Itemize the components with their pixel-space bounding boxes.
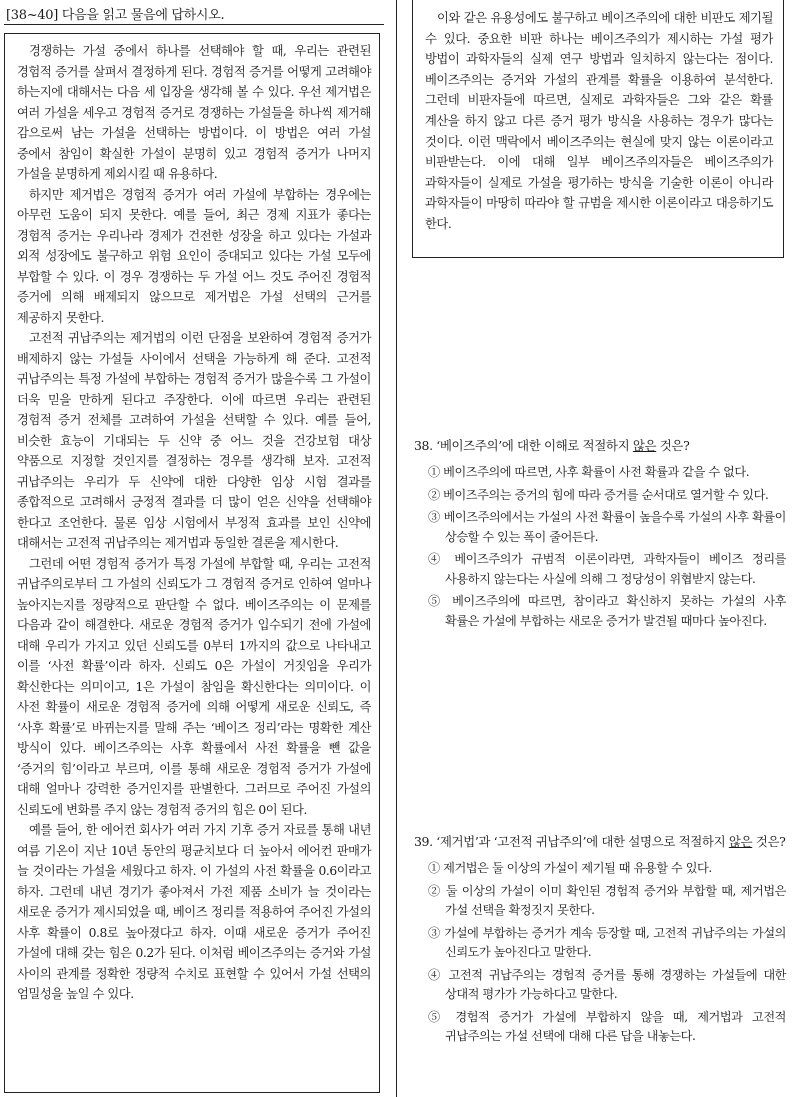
choice-5[interactable]: ⑤ 베이즈주의에 따르면, 참이라고 확신하지 못하는 가설의 사후 확률은 가설에 부합하는 새로운 증거가 발견될 때마다 높아진다. [428,594,786,628]
passage-box-right [412,0,784,258]
header-rule [4,24,384,25]
stem-underlined: 않은 [632,438,657,453]
question-stem [414,832,786,851]
choice-2[interactable]: ② 둘 이상의 가설이 이미 확인된 경험적 증거와 부합할 때, 제거법은 가설 선택을 확정짓지 못한다. [428,883,786,917]
section-header: [38~40] 다음을 읽고 물음에 답하시오. [6,8,225,23]
choice-2[interactable]: ② 베이즈주의는 증거의 힘에 따라 증거를 순서대로 열거할 수 있다. [428,487,769,502]
column-divider [396,0,397,1097]
choice-4[interactable]: ④ 고전적 귀납주의는 경험적 증거를 통해 경쟁하는 가설들에 대한 상대적 평가가 가능하다고 말한다. [428,967,786,1001]
stem-text-end: 것은? [752,834,786,849]
question-38 [414,436,786,634]
passage-paragraph-2: 하지만 제거법은 경험적 증거가 여러 가설에 부합하는 경우에는 아무런 도움이 되지 못한다. 예를 들어, 최근 경제 지표가 좋다는 경험적 증거는 우리나라 경제가 건전한 성장을 하고 있다는 가설과 외적 성장에도 불구하고 위험 요인이 증대되고 있다는 가설 모두에 부합할 수 있다. 이 경우 경쟁하는 두 가설 어느 것도 주어진 경험적 증거에 의해 배제되지 않으므로 제거법은 가설 선택의 근거를 제공하지 못한다. [17,187,371,325]
choice-1[interactable]: ① 베이즈주의에 따르면, 사후 확률이 사전 확률과 같을 수 없다. [428,465,750,479]
passage-paragraph-6: 이와 같은 유용성에도 불구하고 베이즈주의에 대한 비판도 제기될 수 있다. 중요한 비판 하나는 베이즈주의가 제시하는 가설 평가 방법이 과학자들의 실제 연구 방법과 일치하지 않는다는 점이다. 베이즈주의는 증거와 가설의 관계를 확률을 이용하여 분석한다. 그런데 비판자들에 따르면, 실제로 과학자들은 그와 같은 확률 계산을 하지 않고 다른 증거 평가 방식을 사용하는 경우가 많다는 것이다. 이런 맥락에서 베이즈주의는 현실에 맞지 않는 이론이라고 비판받는다. 이에 대해 일부 베이즈주의자들은 베이즈주의가 과학자들이 실제로 가설을 평가하는 방식을 기술한 이론이 아니라 과학자들이 마땅히 따라야 할 규범을 제시한 이론이라고 대응하기도 한다. [425,11,773,231]
choice-1[interactable]: ① 제거법은 둘 이상의 가설이 제기될 때 유용할 수 있다. [428,861,712,875]
choice-3[interactable]: ③ 가설에 부합하는 증거가 계속 등장할 때, 고전적 귀납주의는 가설의 신뢰도가 높아진다고 말한다. [428,925,786,959]
passage-paragraph-5: 예를 들어, 한 에어컨 회사가 여러 가지 기후 증거 자료를 통해 내년 여름 기온이 지난 10년 동안의 평균치보다 더 높아서 에어컨 판매가 늘 것이라는 가설을 세웠다고 하자. 이 가설의 사전 확률을 0.6이라고 하자. 그런데 내년 경기가 좋아져서 가전 제품 소비가 늘 것이라는 새로운 증거가 제시되었을 때, 베이즈 정리를 적용하여 주어진 가설의 사후 확률이 0.8로 높아졌다고 하자. 이때 새로운 증거가 주어진 가설에 대해 갖는 힘은 0.2가 된다. 이처럼 베이즈주의는 증거와 가설 사이의 관계를 정확한 정량적 수치로 표현할 수 있어서 가설 선택의 엄밀성을 높일 수 있다. [17,823,371,1001]
passage-paragraph-1: 경쟁하는 가설 중에서 하나를 선택해야 할 때, 우리는 관련된 경험적 증거를 살펴서 결정하게 된다. 경험적 증거를 어떻게 고려해야 하는지에 대해서는 다음 세 입장을 생각해 볼 수 있다. 우선 제거법은 여러 가설을 세우고 경험적 증거로 경쟁하는 가설들을 하나씩 제거해 감으로써 남는 가설을 선택하는 방법이다. 이 방법은 여러 가설 중에서 참임이 확실한 가설이 분명히 있고 경험적 증거가 나머지 가설을 분명하게 제외시킬 때 유용하다. [17,44,371,181]
passage-paragraph-4: 그런데 어떤 경험적 증거가 특정 가설에 부합할 때, 우리는 고전적 귀납주의로부터 그 가설의 신뢰도가 그 경험적 증거로 인하여 얼마나 높아지는지를 정량적으로 판단할 수 없다. 베이즈주의는 이 문제를 다음과 같이 해결한다. 새로운 경험적 증거가 입수되기 전에 가설에 대해 우리가 가지고 있던 신뢰도를 0부터 1까지의 값으로 나타내고 이를 ‘사전 확률’이라 하자. 신뢰도 0은 가설이 거짓임을 우리가 확신한다는 의미이고, 1은 가설이 참임을 확신한다는 의미이다. 이 사전 확률이 새로운 경험적 증거에 의해 어떻게 새로운 신뢰도, 즉 ‘사후 확률’로 바뀌는지를 말해 주는 ‘베이즈 정리’라는 명확한 계산 방식이 있다. 베이즈주의는 사후 확률에서 사전 확률을 뺀 값을 ‘증거의 힘’이라고 부르며, 이를 통해 새로운 경험적 증거가 가설에 대해 얼마나 강력한 증거인지를 판별한다. 그러므로 주어진 가설의 신뢰도에 변화를 주지 않는 경험적 증거의 힘은 0이 된다. [17,556,371,817]
choice-4[interactable]: ④ 베이즈주의가 규범적 이론이라면, 과학자들이 베이즈 정리를 사용하지 않는다는 사실에 의해 그 정당성이 위협받지 않는다. [428,552,786,586]
stem-text-end: 것은? [656,438,690,453]
passage-paragraph-3: 고전적 귀납주의는 제거법의 이런 단점을 보완하여 경험적 증거가 배제하지 않는 가설들 사이에서 선택을 가능하게 해 준다. 고전적 귀납주의는 특정 가설에 부합하는 경험적 증거가 많을수록 그 가설이 더욱 믿을 만하게 된다고 주장한다. 이에 따르면 우리는 관련된 경험적 증거 전체를 고려하여 가설을 선택할 수 있다. 예를 들어, 비슷한 효능이 기대되는 두 신약 중 어느 것을 건강보험 대상 약품으로 지정할 것인지를 결정하는 경우를 생각해 보자. 고전적 귀납주의는 우리가 두 신약에 대한 다양한 임상 시험 결과를 종합적으로 고려해서 긍정적 결과를 더 많이 얻은 신약을 선택해야 한다고 조언한다. 물론 임상 시험에서 부정적 효과를 보인 신약에 대해서는 고전적 귀납주의는 제거법과 동일한 결론을 제시한다. [17,331,371,550]
passage-box-left [4,33,380,1093]
stem-text: 39. ‘제거법’과 ‘고전적 귀납주의’에 대한 설명으로 적절하지 [414,834,729,849]
question-stem [414,436,786,455]
stem-underlined: 않은 [728,834,753,849]
choice-3[interactable]: ③ 베이즈주의에서는 가설의 사전 확률이 높을수록 가설의 사후 확률이 상승할 수 있는 폭이 줄어든다. [428,510,786,544]
stem-text: 38. ‘베이즈주의’에 대한 이해로 적절하지 [414,438,633,453]
choice-5[interactable]: ⑤ 경험적 증거가 가설에 부합하지 않을 때, 제거법과 고전적 귀납주의는 가설 선택에 대해 다른 답을 내놓는다. [428,1009,786,1043]
question-39 [414,832,786,1050]
